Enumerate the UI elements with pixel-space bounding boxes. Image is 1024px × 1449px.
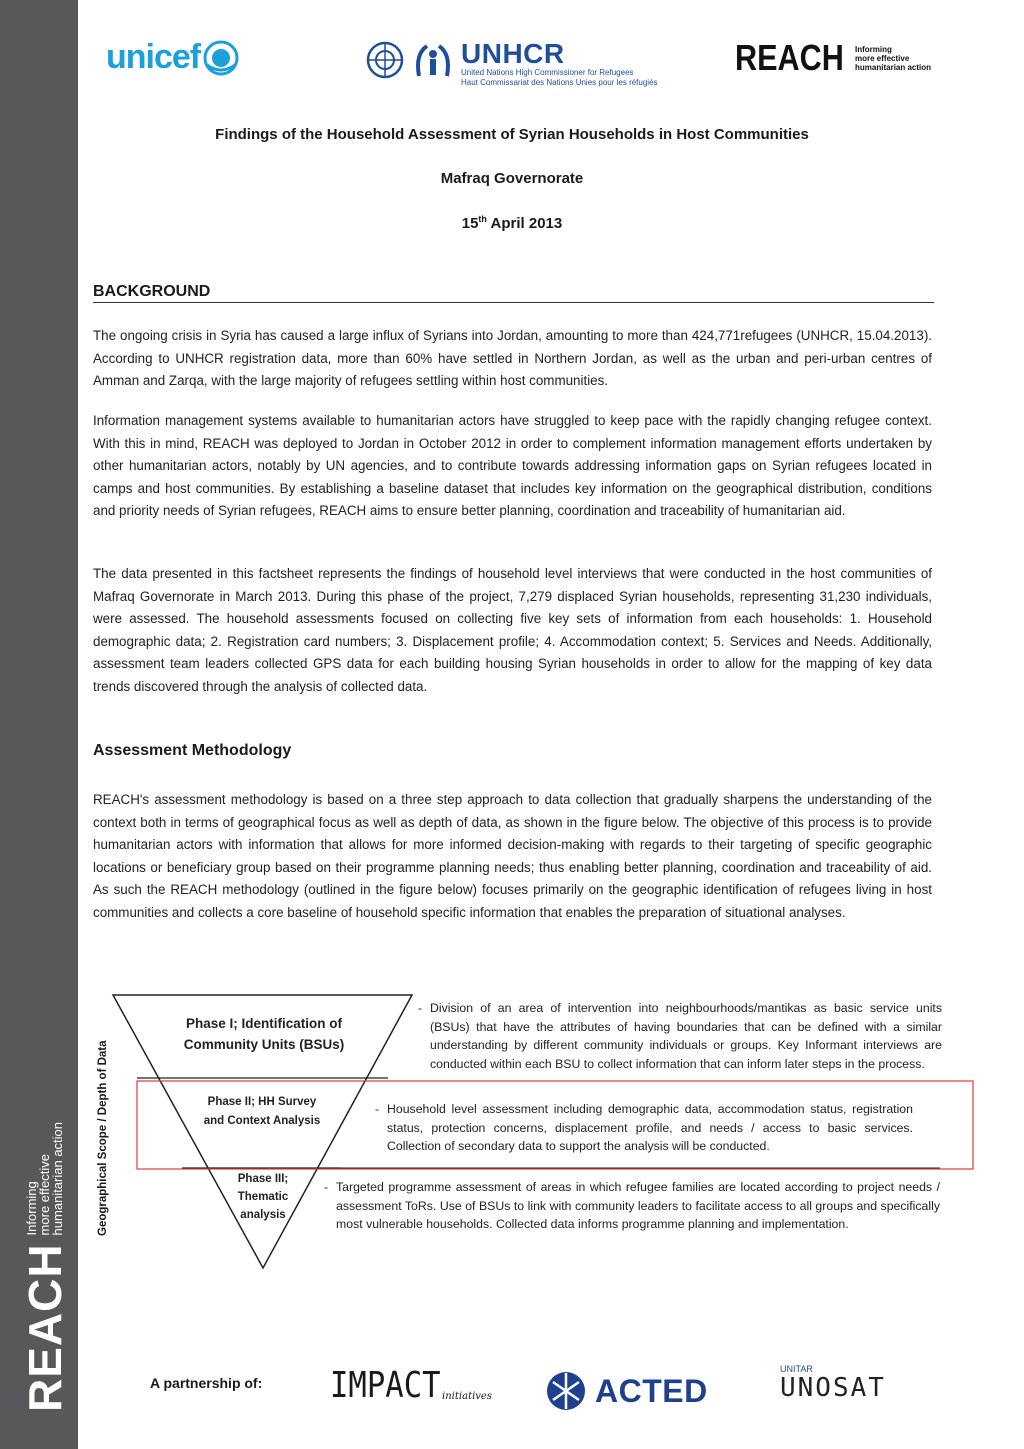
- methodology-heading: Assessment Methodology: [93, 742, 292, 759]
- background-paragraph-2: Information management systems available to humanitarian actors have struggled to keep pace with the rapidly changing refugee context. With this in mind, REACH was deployed to Jordan in October 2012 in order to complement information management efforts undertaken by other humanitarian actors, notably by UN agencies, and to contribute towards addressing information gaps on Syrian refugees located in camps and host communities. By establishing a baseline dataset that includes key information on the geographical distribution, conditions and priority needs of Syrian refugees, REACH aims to ensure better planning, coordination and traceability of humanitarian aid.: [93, 413, 932, 519]
- phase-2-label: Phase II; HH Survey and Context Analysis: [203, 1096, 321, 1127]
- phase-2-description: - Household level assessment including demographic data, accommodation status, registration status, protection concerns, displacement profile, and needs / access to basic services. Collection of secondary data to support the analysis will be conducted.: [375, 1102, 913, 1154]
- impact-wordmark: IMPACT: [330, 1365, 441, 1406]
- acted-wordmark: ACTED: [595, 1372, 708, 1409]
- unhcr-subtitle-en: United Nations High Commissioner for Refugees: [461, 68, 634, 77]
- diagram-axis-label: Geographical Scope / Depth of Data: [97, 1040, 109, 1236]
- background-paragraph-1: The ongoing crisis in Syria has caused a large influx of Syrians into Jordan, amounting to more than 424,771refugees (UNHCR, 15.04.2013). According to UNHCR registration data, more than 60% have settled in Northern Jordan, as well as the urban and peri-urban centres of Amman and Zarqa, with the large majority of refugees settling within host communities.: [93, 328, 932, 389]
- reach-wordmark: REACH: [735, 37, 844, 78]
- methodology-paragraph: REACH's assessment methodology is based on a three step approach to data collection that gradually sharpens the understanding of the context both in terms of geographical focus as well as depth of data, as shown in the figure below. The objective of this process is to provide humanitarian actors with information that allows for more informed decision-making with regards to their targeting of specific geographic locations or beneficiary group based on their programme planning needs; thus enabling better planning, coordination and traceability of aid. As such the REACH methodology (outlined in the figure below) focuses primarily on the geographic identification of refugees living in host communities and collects a core baseline of household specific information that enables the preparation of situational analyses.: [93, 792, 932, 920]
- phase-3-label: Phase III; Thematic analysis: [237, 1173, 289, 1221]
- sidebar-brand: REACH: [19, 1243, 71, 1412]
- phase-1-description: - Division of an area of intervention into neighbourhoods/mantikas as basic service units (BSUs) that have the attributes of having boundaries that can be defined with a similar understanding by different community individuals or groups. Key Informant interviews are conducted within each BSU to collect information that can inform later steps in the process.: [418, 1001, 942, 1071]
- partnership-label: A partnership of:: [150, 1375, 263, 1391]
- unicef-wordmark: unicef: [106, 38, 201, 76]
- acted-logo: [545, 1370, 708, 1412]
- reach-tagline: Informing more effective humanitarian action: [855, 44, 932, 72]
- unosat-wordmark: UNOSAT: [780, 1373, 886, 1403]
- unitar-label: UNITAR: [780, 1364, 813, 1374]
- unhcr-wordmark: UNHCR: [461, 38, 565, 69]
- sidebar-tagline: Informing more effective humanitarian action: [24, 1121, 65, 1236]
- phase-3-description: - Targeted programme assessment of areas in which refugee families are located according to project needs / assessment ToRs. Use of BSUs to link with community leaders to facilitate access to all groups and specifically most vulnerable households. Collected data informs programme planning and implementation.: [324, 1180, 940, 1232]
- background-paragraph-3: The data presented in this factsheet represents the findings of household level interviews that were conducted in the host communities of Mafraq Governorate in March 2013. During this phase of the project, 7,279 displaced Syrian households, representing 31,230 individuals, were assessed. The household assessments focused on collecting five key sets of information from each households: 1. Household demographic data; 2. Registration card numbers; 3. Displacement profile; 4. Accommodation context; 5. Services and Needs. Additionally, assessment team leaders collected GPS data for each building housing Syrian households in order to allow for the mapping of key data trends discovered through the analysis of collected data.: [93, 566, 932, 694]
- unhcr-subtitle-fr: Haut Commissariat des Nations Unies pour les réfugiés: [461, 78, 658, 87]
- background-heading: BACKGROUND: [93, 283, 211, 300]
- document-subtitle: Mafraq Governorate: [440, 170, 584, 187]
- phase-1-label: Phase I; Identification of Community Units (BSUs): [183, 1016, 345, 1052]
- impact-logo: [330, 1365, 492, 1406]
- acted-globe-icon: [545, 1370, 587, 1412]
- unosat-logo: [780, 1364, 886, 1402]
- document-date: 15th April 2013: [461, 214, 563, 232]
- impact-subtitle: initiatives: [442, 1391, 492, 1402]
- document-title: Findings of the Household Assessment of Syrian Households in Host Communities: [215, 126, 809, 143]
